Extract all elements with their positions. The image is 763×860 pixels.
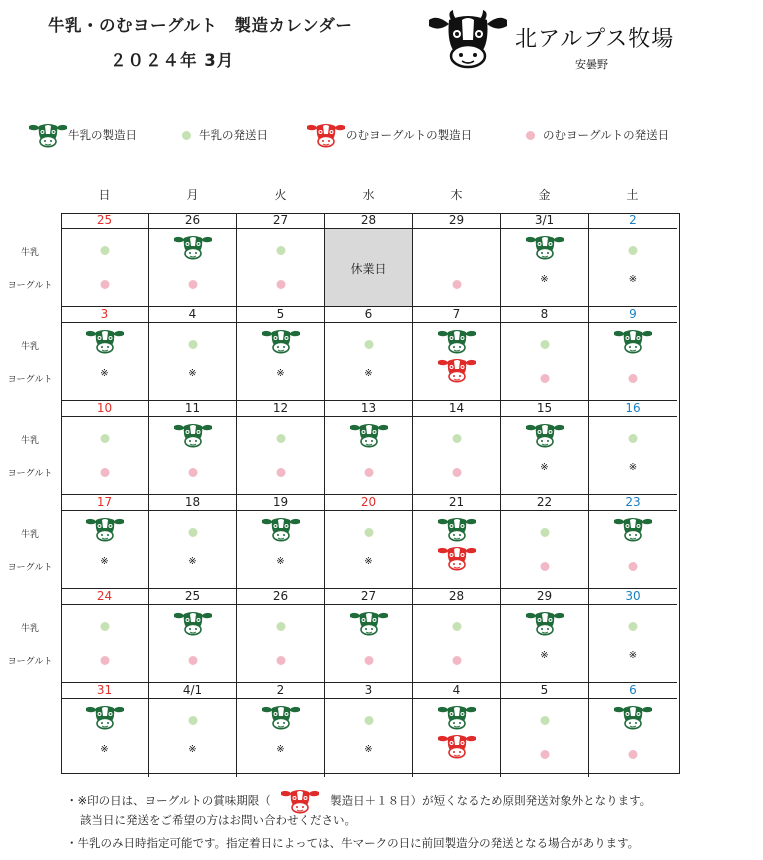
calendar-period: ２０２４年 3月 [110, 51, 235, 70]
green-dot-icon [629, 434, 638, 443]
calendar-day-cell [61, 213, 149, 307]
no-shipping-mark: ※ [540, 274, 549, 285]
legend-label: 牛乳の製造日 [68, 128, 137, 142]
weekday-header: 日 [98, 188, 111, 202]
pink-dot-icon [100, 656, 109, 665]
day-number: 18 [149, 495, 236, 511]
farm-logo [425, 10, 695, 72]
day-number: 10 [61, 401, 148, 417]
pink-dot-icon [188, 280, 197, 289]
day-number: 24 [61, 589, 148, 605]
legend-item-milk-production [28, 120, 137, 150]
red-cow-icon [437, 545, 477, 575]
day-number: 23 [589, 495, 677, 511]
green-cow-icon [613, 516, 653, 546]
day-number: 25 [149, 589, 236, 605]
red-cow-icon [280, 788, 320, 814]
day-number: 6 [589, 683, 677, 699]
green-cow-icon [261, 704, 301, 734]
calendar-day-cell [589, 307, 677, 401]
day-number: 20 [325, 495, 412, 511]
day-number: 31 [61, 683, 148, 699]
pink-dot-icon [540, 562, 549, 571]
day-number: 3/1 [501, 213, 588, 229]
green-dot-icon [276, 246, 285, 255]
green-dot-icon [188, 716, 197, 725]
legend-label: 牛乳の発送日 [199, 128, 268, 142]
legend [28, 120, 748, 150]
calendar-day-cell [413, 683, 501, 777]
green-dot-icon [364, 340, 373, 349]
pink-dot-icon [188, 468, 197, 477]
no-shipping-mark: ※ [276, 368, 285, 379]
day-number: 21 [413, 495, 500, 511]
calendar-day-cell [61, 307, 149, 401]
day-number: 4 [413, 683, 500, 699]
day-number: 4/1 [149, 683, 236, 699]
note-text: 製造日＋１８日）が短くなるため原則発送対象外となります。 [330, 793, 652, 808]
green-cow-icon [349, 422, 389, 452]
green-cow-icon [261, 328, 301, 358]
calendar-day-cell [589, 401, 677, 495]
day-number: 6 [325, 307, 412, 323]
no-shipping-mark: ※ [364, 744, 373, 755]
green-cow-icon [525, 610, 565, 640]
calendar-day-cell [149, 213, 237, 307]
calendar-day-cell [149, 401, 237, 495]
green-cow-icon [613, 704, 653, 734]
calendar-day-cell [501, 495, 589, 589]
calendar-day-cell [413, 589, 501, 683]
page-title: 牛乳・のむヨーグルト 製造カレンダー [48, 16, 353, 35]
green-cow-icon [525, 234, 565, 264]
calendar-day-cell [237, 589, 325, 683]
calendar-day-cell [237, 401, 325, 495]
green-dot-icon [540, 716, 549, 725]
day-number: 26 [237, 589, 324, 605]
no-shipping-mark: ※ [364, 556, 373, 567]
pink-dot-icon [364, 656, 373, 665]
day-number: 27 [325, 589, 412, 605]
weekday-header: 火 [274, 188, 287, 202]
day-number: 22 [501, 495, 588, 511]
legend-item-yogurt-shipping [526, 120, 669, 150]
row-label-yogurt: ヨーグルト [7, 469, 53, 479]
calendar-day-cell [413, 495, 501, 589]
calendar-day-cell [325, 213, 413, 307]
green-cow-icon [173, 234, 213, 264]
pink-dot-icon [452, 280, 461, 289]
day-number: 14 [413, 401, 500, 417]
day-number: 28 [325, 213, 412, 229]
legend-item-yogurt-production [306, 120, 472, 150]
green-cow-icon [85, 704, 125, 734]
no-shipping-mark: ※ [276, 744, 285, 755]
calendar-day-cell [149, 589, 237, 683]
row-label-yogurt: ヨーグルト [7, 657, 53, 667]
row-label-milk: 牛乳 [20, 248, 39, 258]
calendar-day-cell [589, 589, 677, 683]
green-cow-icon [349, 610, 389, 640]
row-label-milk: 牛乳 [20, 624, 39, 634]
calendar-day-cell [237, 307, 325, 401]
day-number: 3 [325, 683, 412, 699]
closed-day-label: 休業日 [350, 262, 387, 276]
row-label-yogurt: ヨーグルト [7, 563, 53, 573]
pink-dot-icon [452, 468, 461, 477]
calendar-day-cell [413, 213, 501, 307]
day-number: 7 [413, 307, 500, 323]
day-number: 5 [501, 683, 588, 699]
no-shipping-mark: ※ [628, 462, 638, 473]
pink-dot-icon [188, 656, 197, 665]
green-cow-icon [613, 328, 653, 358]
calendar-day-cell [501, 683, 589, 777]
no-shipping-mark: ※ [540, 462, 549, 473]
calendar-day-cell [237, 495, 325, 589]
pink-dot-icon [540, 374, 549, 383]
green-dot-icon [540, 340, 549, 349]
day-number: 12 [237, 401, 324, 417]
day-number: 15 [501, 401, 588, 417]
green-dot-icon [188, 528, 197, 537]
calendar-day-cell [501, 589, 589, 683]
day-number: 4 [149, 307, 236, 323]
no-shipping-mark: ※ [628, 650, 638, 661]
green-cow-icon [437, 704, 477, 734]
weekday-header: 土 [626, 188, 639, 202]
day-number: 5 [237, 307, 324, 323]
pink-dot-icon [629, 374, 638, 383]
pink-dot-icon [276, 468, 285, 477]
green-cow-icon [173, 610, 213, 640]
row-label-yogurt: ヨーグルト [7, 375, 53, 385]
day-number: 16 [589, 401, 677, 417]
green-dot-icon [364, 716, 373, 725]
red-cow-icon [306, 122, 346, 148]
pink-dot-icon [452, 656, 461, 665]
green-dot-icon [276, 622, 285, 631]
calendar-grid [61, 213, 680, 774]
weekday-header: 月 [186, 188, 199, 202]
day-number: 9 [589, 307, 677, 323]
green-dot-icon [452, 622, 461, 631]
weekday-header: 木 [450, 188, 463, 202]
calendar-day-cell [237, 213, 325, 307]
green-dot-icon [276, 434, 285, 443]
day-number: 27 [237, 213, 324, 229]
no-shipping-mark: ※ [276, 556, 285, 567]
no-shipping-mark: ※ [100, 556, 109, 567]
day-number: 2 [589, 213, 677, 229]
green-cow-icon [28, 122, 68, 148]
day-number: 26 [149, 213, 236, 229]
green-dot-icon [629, 246, 638, 255]
green-cow-icon [85, 328, 125, 358]
pink-dot-icon [364, 468, 373, 477]
day-number: 8 [501, 307, 588, 323]
green-dot-icon [182, 131, 191, 140]
green-dot-icon [100, 434, 109, 443]
legend-label: のむヨーグルトの発送日 [543, 128, 670, 142]
green-dot-icon [452, 434, 461, 443]
day-number: 17 [61, 495, 148, 511]
red-cow-icon [437, 357, 477, 387]
note-text: ・牛乳のみ日時指定可能です。指定着日によっては、牛マークの日に前回製造分の発送となる場合があります。 [66, 836, 640, 850]
row-label-yogurt: ヨーグルト [7, 281, 53, 291]
calendar-day-cell [149, 307, 237, 401]
note-text: 該当日に発送をご希望の方はお問い合わせください。 [80, 813, 356, 827]
row-label-milk: 牛乳 [20, 436, 39, 446]
day-number: 29 [501, 589, 588, 605]
calendar-day-cell [149, 683, 237, 777]
no-shipping-mark: ※ [100, 744, 109, 755]
logo-subtitle: 安曇野 [575, 58, 608, 71]
no-shipping-mark: ※ [188, 368, 197, 379]
pink-dot-icon [526, 131, 535, 140]
no-shipping-mark: ※ [188, 744, 197, 755]
calendar-day-cell [501, 213, 589, 307]
weekday-header: 金 [538, 188, 551, 202]
calendar-day-cell [325, 589, 413, 683]
pink-dot-icon [540, 750, 549, 759]
calendar-day-cell [501, 401, 589, 495]
green-dot-icon [540, 528, 549, 537]
green-dot-icon [100, 246, 109, 255]
calendar-day-cell [589, 495, 677, 589]
green-dot-icon [100, 622, 109, 631]
day-number: 28 [413, 589, 500, 605]
calendar-day-cell [237, 683, 325, 777]
green-cow-icon [85, 516, 125, 546]
day-number: 30 [589, 589, 677, 605]
calendar-day-cell [501, 307, 589, 401]
calendar-day-cell [325, 401, 413, 495]
logo-cow-icon [425, 10, 511, 72]
no-shipping-mark: ※ [628, 274, 638, 285]
day-number: 25 [61, 213, 148, 229]
green-cow-icon [437, 516, 477, 546]
day-number: 11 [149, 401, 236, 417]
calendar-day-cell [325, 307, 413, 401]
pink-dot-icon [100, 280, 109, 289]
green-dot-icon [188, 340, 197, 349]
green-cow-icon [261, 516, 301, 546]
calendar-day-cell [589, 213, 677, 307]
note-text: ・※印の日は、ヨーグルトの賞味期限（ [66, 793, 271, 808]
calendar-day-cell [61, 683, 149, 777]
legend-label: のむヨーグルトの製造日 [346, 128, 473, 142]
day-number: 2 [237, 683, 324, 699]
day-number: 29 [413, 213, 500, 229]
calendar-day-cell [325, 495, 413, 589]
calendar-day-cell [61, 589, 149, 683]
row-label-milk: 牛乳 [20, 342, 39, 352]
no-shipping-mark: ※ [188, 556, 197, 567]
calendar-day-cell [413, 401, 501, 495]
no-shipping-mark: ※ [540, 650, 549, 661]
logo-name: 北アルプス牧場 [515, 27, 675, 52]
legend-item-milk-shipping [182, 120, 268, 150]
pink-dot-icon [629, 562, 638, 571]
no-shipping-mark: ※ [100, 368, 109, 379]
calendar-day-cell [589, 683, 677, 777]
row-label-milk: 牛乳 [20, 530, 39, 540]
pink-dot-icon [100, 468, 109, 477]
green-dot-icon [629, 622, 638, 631]
green-dot-icon [364, 528, 373, 537]
calendar-day-cell [61, 401, 149, 495]
day-number: 3 [61, 307, 148, 323]
day-number: 13 [325, 401, 412, 417]
green-cow-icon [173, 422, 213, 452]
day-number: 19 [237, 495, 324, 511]
pink-dot-icon [629, 750, 638, 759]
green-cow-icon [525, 422, 565, 452]
calendar-day-cell [149, 495, 237, 589]
pink-dot-icon [276, 280, 285, 289]
pink-dot-icon [276, 656, 285, 665]
calendar-day-cell [413, 307, 501, 401]
calendar-day-cell [325, 683, 413, 777]
green-cow-icon [437, 328, 477, 358]
no-shipping-mark: ※ [364, 368, 373, 379]
red-cow-icon [437, 733, 477, 763]
calendar-day-cell [61, 495, 149, 589]
weekday-header: 水 [362, 188, 375, 202]
